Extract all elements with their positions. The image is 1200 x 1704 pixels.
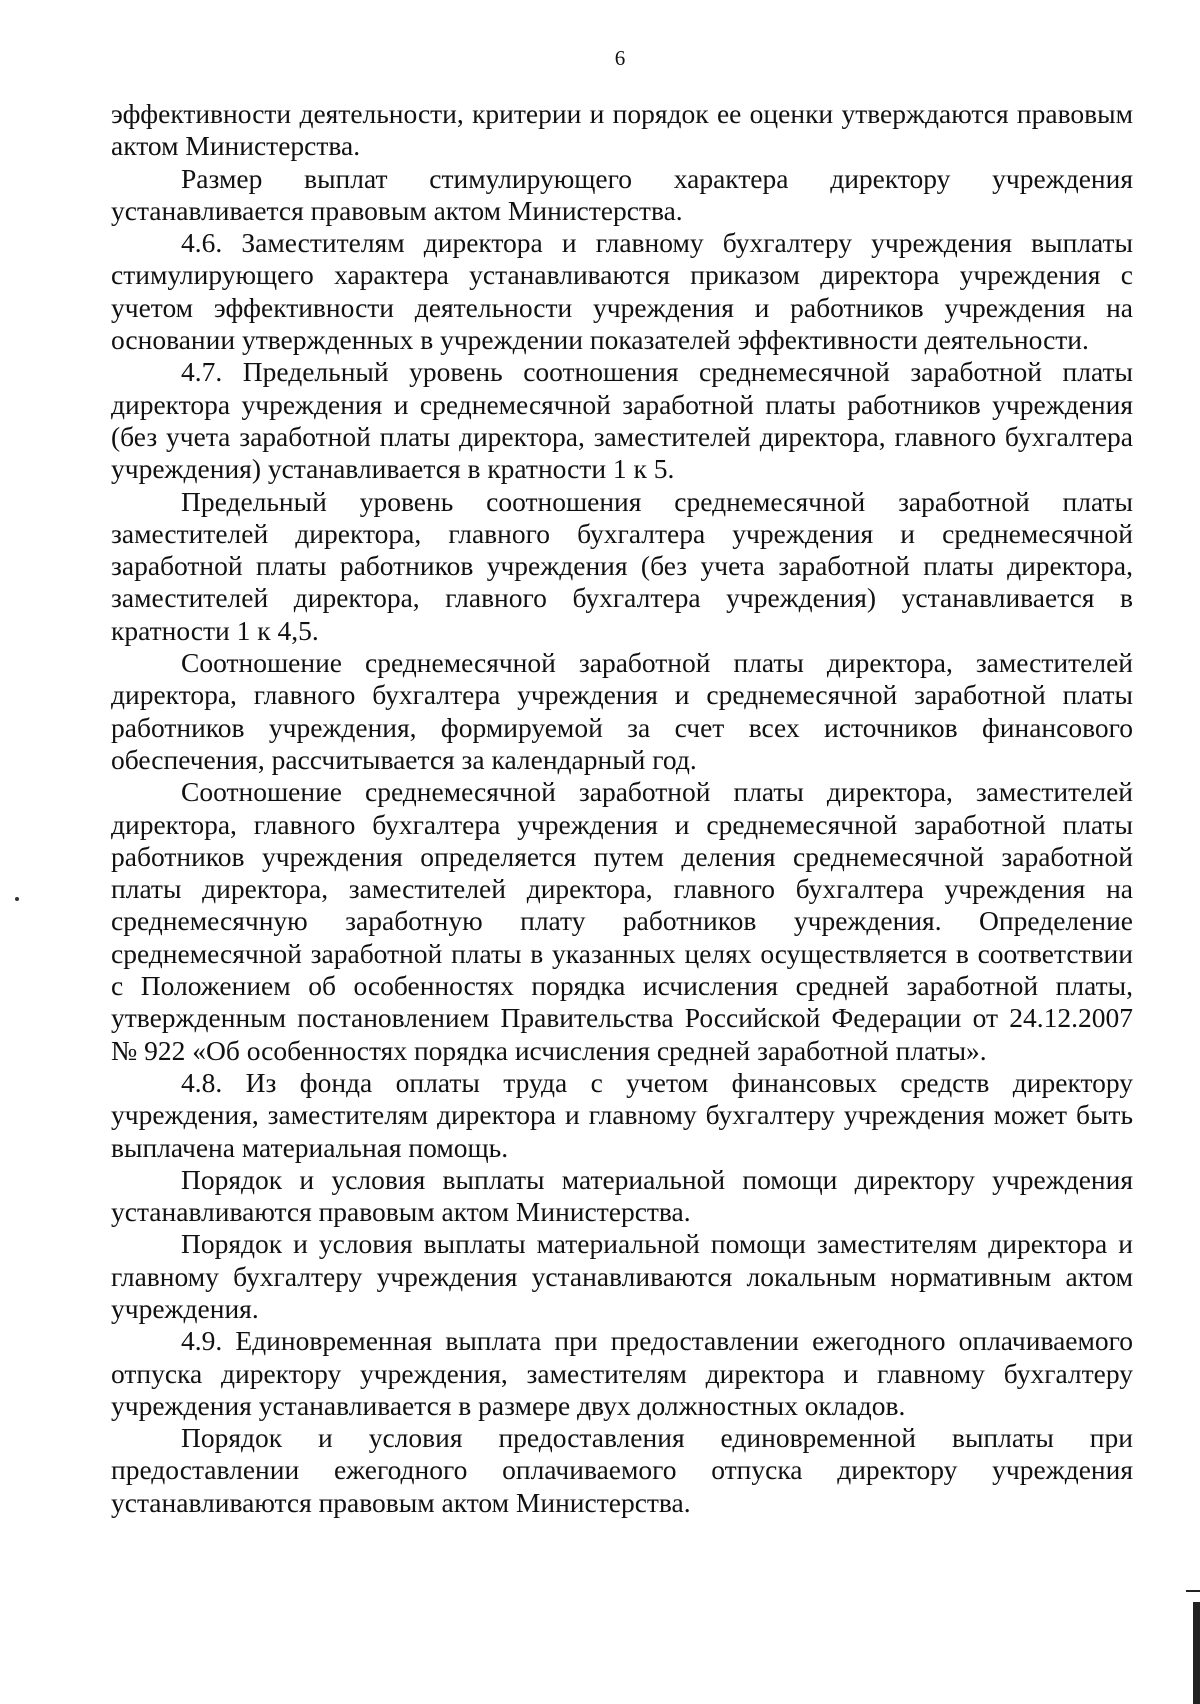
scan-edge-bar bbox=[1193, 1602, 1200, 1704]
paragraph-incentive-payments-director: Размер выплат стимулирующего характера директору учреждения устанавливается правовым актом Министерства. bbox=[111, 162, 1133, 226]
paragraph-continuation: эффективности деятельности, критерии и порядок ее оценки утверждаются правовым актом Министерства. bbox=[111, 98, 1133, 162]
paragraph-material-aid-director: Порядок и условия выплаты материальной помощи директору учреждения устанавливаются правовым актом Министерства. bbox=[111, 1163, 1133, 1228]
paragraph-ratio-calculation-period: Соотношение среднемесячной заработной платы директора, заместителей директора, главного бухгалтера учреждения и среднемесячной заработной платы работников учреждения, формируемой за счет всех источников финансового обеспечения, рассчитывается за календарный год. bbox=[111, 647, 1133, 775]
paragraph-lump-sum-procedure: Порядок и условия предоставления единовременной выплаты при предоставлении ежегодного оплачиваемого отпуска директору учреждения устанавливаются правовым актом Министерства. bbox=[111, 1422, 1133, 1518]
document-body bbox=[111, 98, 1133, 1519]
paragraph-4-8: 4.8. Из фонда оплаты труда с учетом финансовых средств директору учреждения, заместителям директора и главному бухгалтеру учреждения может быть выплачена материальная помощь. bbox=[111, 1066, 1133, 1163]
paragraph-material-aid-deputies: Порядок и условия выплаты материальной помощи заместителям директора и главному бухгалтеру учреждения устанавливаются локальным нормативным актом учреждения. bbox=[111, 1228, 1133, 1324]
paragraph-4-9: 4.9. Единовременная выплата при предоставлении ежегодного оплачиваемого отпуска директору учреждения, заместителям директора и главному бухгалтеру учреждения устанавливается в размере двух должностных окладов. bbox=[111, 1325, 1133, 1421]
page-number: 6 bbox=[614, 46, 626, 70]
paragraph-ratio-determination: Соотношение среднемесячной заработной платы директора, заместителей директора, главного бухгалтера учреждения и среднемесячной заработной платы работников учреждения определяется путем деления среднемесячной заработной платы директора, заместителей директора, главного бухгалтера учреждения на среднемесячную заработную плату работников учреждения. Определение среднемесячной заработной платы в указанных целях осуществляется в соответствии с Положением об особенностях порядка исчисления средней заработной платы, утвержденным постановлением Правительства Российской Федерации от 24.12.2007 № 922 «Об особенностях порядка исчисления средней заработной платы». bbox=[111, 776, 1133, 1066]
paragraph-ratio-deputies: Предельный уровень соотношения среднемесячной заработной платы заместителей директора, главного бухгалтера учреждения и среднемесячной заработной платы работников учреждения (без учета заработной платы директора, заместителей директора, главного бухгалтера учреждения) устанавливается в кратности 1 к 4,5. bbox=[111, 485, 1133, 646]
paragraph-4-7: 4.7. Предельный уровень соотношения среднемесячной заработной платы директора учреждения и среднемесячной заработной платы работников учреждения (без учета заработной платы директора, заместителей директора, главного бухгалтера учреждения) устанавливается в кратности 1 к 5. bbox=[111, 356, 1133, 485]
scan-edge-line bbox=[1186, 1590, 1200, 1592]
paragraph-4-6: 4.6. Заместителям директора и главному бухгалтеру учреждения выплаты стимулирующего характера устанавливаются приказом директора учреждения с учетом эффективности деятельности учреждения и работников учреждения на основании утвержденных в учреждении показателей эффективности деятельности. bbox=[111, 227, 1133, 356]
scan-artifact-dot bbox=[15, 897, 19, 901]
